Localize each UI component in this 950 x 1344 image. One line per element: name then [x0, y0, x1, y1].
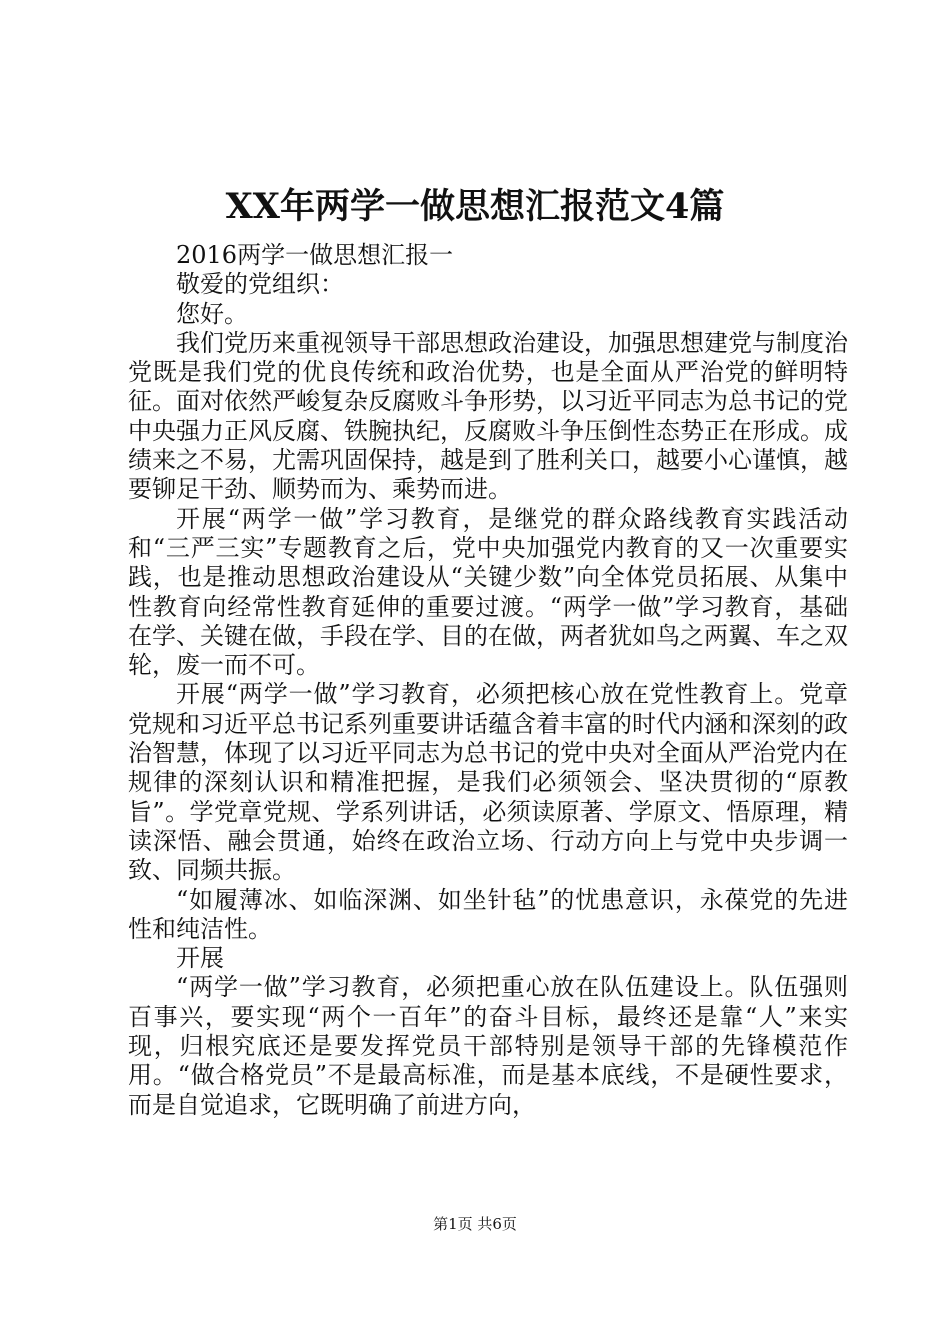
- body-paragraph: “如履薄冰、如临深渊、如坐针毡”的忧患意识，永葆党的先进性和纯洁性。: [128, 885, 848, 943]
- greeting: 您好。: [176, 299, 248, 328]
- body-paragraph: 开展“两学一做”学习教育，是继党的群众路线教育实践活动和“三严三实”专题教育之后，党中央加强党内教育的又一次重要实践，也是推动思想政治建设从“关键少数”向全体党员拓展、从集中性教育向经常性教育延伸的重要过渡。“两学一做”学习教育，基础在学、关键在做，手段在学、目的在做，两者犹如鸟之两翼、车之双轮，废一而不可。: [128, 504, 848, 680]
- body-paragraph: “两学一做”学习教育，必须把重心放在队伍建设上。队伍强则百事兴，要实现“两个一百年”的奋斗目标，最终还是靠“人”来实现，归根究底还是要发挥党员干部特别是领导干部的先锋模范作用。“做合格党员”不是最高标准，而是基本底线，不是硬性要求，而是自觉追求，它既明确了前进方向，: [128, 973, 848, 1119]
- salutation: 敬爱的党组织：: [176, 270, 344, 299]
- body-paragraph: 开展: [176, 944, 224, 973]
- body-paragraph: 我们党历来重视领导干部思想政治建设，加强思想建党与制度治党既是我们党的优良传统和政治优势，也是全面从严治党的鲜明特征。面对依然严峻复杂反腐败斗争形势，以习近平同志为总书记的党中央强力正风反腐、铁腕执纪，反腐败斗争压倒性态势正在形成。成绩来之不易，尤需巩固保持，越是到了胜利关口，越要小心谨慎，越要铆足干劲、顺势而为、乘势而进。: [128, 328, 848, 504]
- page-footer: 第1页 共6页: [433, 1215, 517, 1233]
- document-title: XX年两学一做思想汇报范文4篇: [225, 186, 725, 227]
- document-body: [128, 241, 848, 1120]
- body-paragraph: 开展“两学一做”学习教育，必须把核心放在党性教育上。党章党规和习近平总书记系列重要讲话蕴含着丰富的时代内涵和深刻的政治智慧，体现了以习近平同志为总书记的党中央对全面从严治党内在规律的深刻认识和精准把握，是我们必须领会、坚决贯彻的“原教旨”。学党章党规、学系列讲话，必须读原著、学原文、悟原理，精读深悟、融会贯通，始终在政治立场、行动方向上与党中央步调一致、同频共振。: [128, 680, 848, 885]
- report-heading: 2016两学一做思想汇报一: [176, 241, 454, 269]
